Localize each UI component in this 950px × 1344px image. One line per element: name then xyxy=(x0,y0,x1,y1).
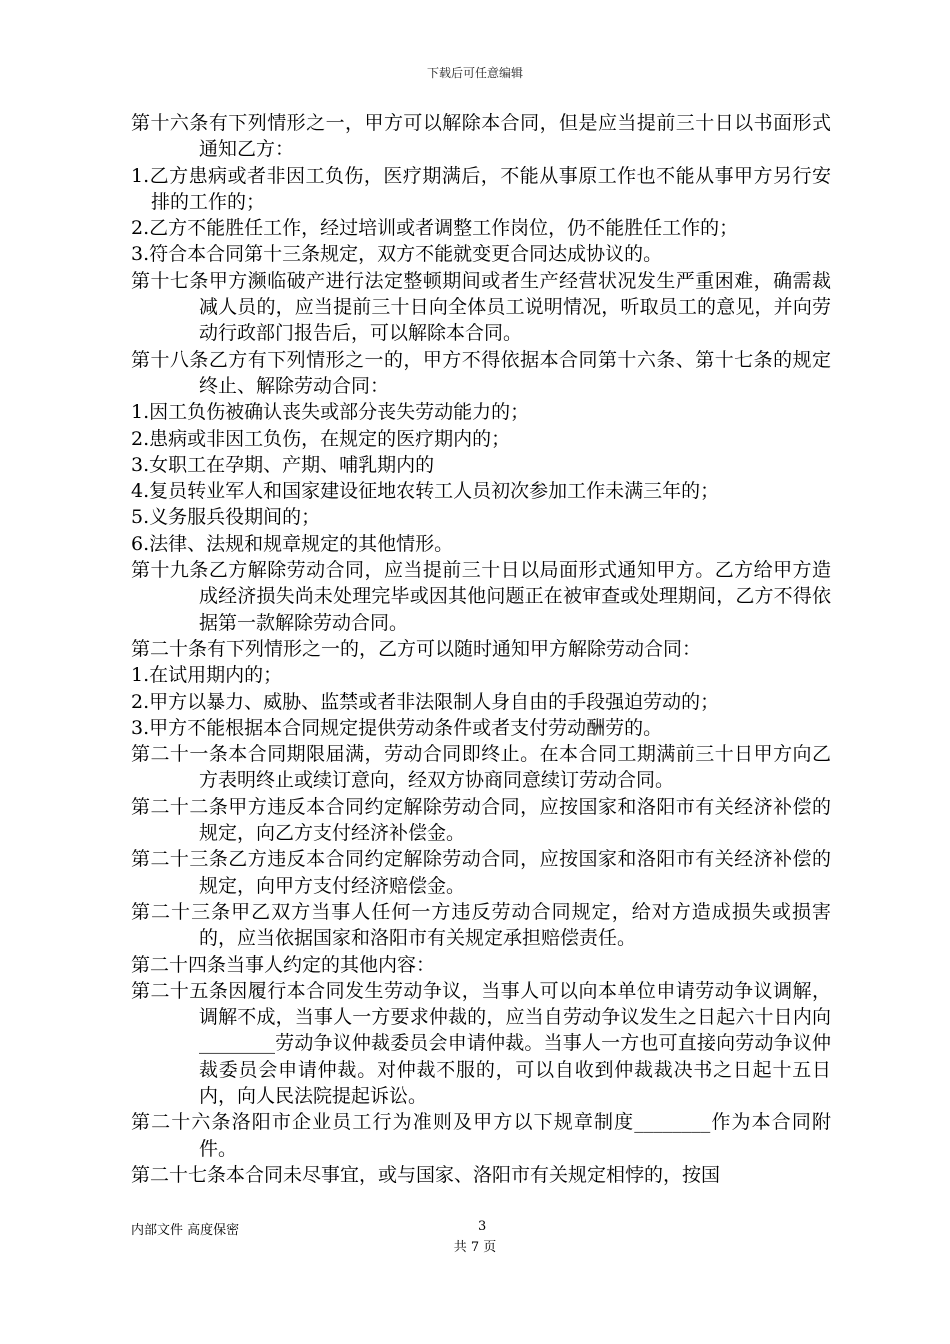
clause-26: 第二十六条洛阳市企业员工行为准则及甲方以下规章制度________作为本合同附件。 xyxy=(131,1111,831,1160)
clause-23b: 第二十三条甲乙双方当事人任何一方违反劳动合同规定，给对方造成损失或损害的，应当依据国家和洛阳市有关规定承担赔偿责任。 xyxy=(131,900,831,950)
list-item: 3.甲方不能根据本合同规定提供劳动条件或者支付劳动酬劳的。 xyxy=(131,716,663,739)
clause-24: 第二十四条当事人约定的其他内容： xyxy=(131,953,436,976)
clause-27: 第二十七条本合同未尽事宜，或与国家、洛阳市有关规定相悖的，按国 xyxy=(131,1163,721,1186)
clause-23a: 第二十三条乙方违反本合同约定解除劳动合同，应按国家和洛阳市有关经济补偿的规定，向甲方支付经济赔偿金。 xyxy=(131,848,831,897)
list-item: 2.患病或非因工负伤，在规定的医疗期内的； xyxy=(131,427,511,450)
clause-25: 第二十五条因履行本合同发生劳动争议，当事人可以向本单位申请劳动争议调解，调解不成，当事人一方要求仲裁的，应当自劳动争议发生之日起六十日内向________劳动争议仲裁委员会申请仲裁。当事人一方也可直接向劳动争议仲裁委员会申请仲裁。对仲裁不服的，可以自收到仲裁裁决书之日起十五日内，向人民法院提起诉讼。 xyxy=(131,979,831,1107)
clause-16: 第十六条有下列情形之一，甲方可以解除本合同，但是应当提前三十日以书面形式通知乙方： xyxy=(131,112,831,161)
list-item: 3.女职工在孕期、产期、哺乳期内的 xyxy=(131,453,435,476)
clause-18: 第十八条乙方有下列情形之一的，甲方不得依据本合同第十六条、第十七条的规定终止、解除劳动合同： xyxy=(131,348,831,397)
list-item: 1.因工负伤被确认丧失或部分丧失劳动能力的； xyxy=(131,401,530,424)
list-item: 2.乙方不能胜任工作，经过培训或者调整工作岗位，仍不能胜任工作的； xyxy=(131,217,739,240)
list-item: 1.乙方患病或者非因工负伤，医疗期满后，不能从事原工作也不能从事甲方另行安排的工作的； xyxy=(131,164,831,213)
clause-19: 第十九条乙方解除劳动合同，应当提前三十日以局面形式通知甲方。乙方给甲方造成经济损失尚未处理完毕或因其他问题正在被审查或处理期间，乙方不得依据第一款解除劳动合同。 xyxy=(131,559,831,634)
list-item: 6.法律、法规和规章规定的其他情形。 xyxy=(131,532,454,555)
page-header: 下载后可任意编辑 xyxy=(426,66,523,80)
page-number: 3 xyxy=(478,1219,487,1234)
clause-21: 第二十一条本合同期限届满，劳动合同即终止。在本合同工期满前三十日甲方向乙方表明终止或续订意向，经双方协商同意续订劳动合同。 xyxy=(131,743,831,792)
list-item: 1.在试用期内的； xyxy=(131,664,283,687)
list-item: 3.符合本合同第十三条规定，双方不能就变更合同达成协议的。 xyxy=(131,243,663,266)
clause-20: 第二十条有下列情形之一的，乙方可以随时通知甲方解除劳动合同： xyxy=(131,637,702,660)
document-body xyxy=(131,110,831,1188)
list-item: 2.甲方以暴力、威胁、监禁或者非法限制人身自由的手段强迫劳动的； xyxy=(131,690,720,713)
list-item: 4.复员转业军人和国家建设征地农转工人员初次参加工作未满三年的； xyxy=(131,480,720,503)
list-item: 5.义务服兵役期间的； xyxy=(131,506,321,529)
footer-confidential: 内部文件 高度保密 xyxy=(131,1223,240,1238)
page-total: 共 7 页 xyxy=(453,1240,497,1255)
clause-17: 第十七条甲方濒临破产进行法定整顿期间或者生产经营状况发生严重困难，确需裁减人员的，应当提前三十日向全体员工说明情况，听取员工的意见，并向劳动行政部门报告后，可以解除本合同。 xyxy=(131,269,831,345)
clause-22: 第二十二条甲方违反本合同约定解除劳动合同，应按国家和洛阳市有关经济补偿的规定，向乙方支付经济补偿金。 xyxy=(131,795,831,845)
